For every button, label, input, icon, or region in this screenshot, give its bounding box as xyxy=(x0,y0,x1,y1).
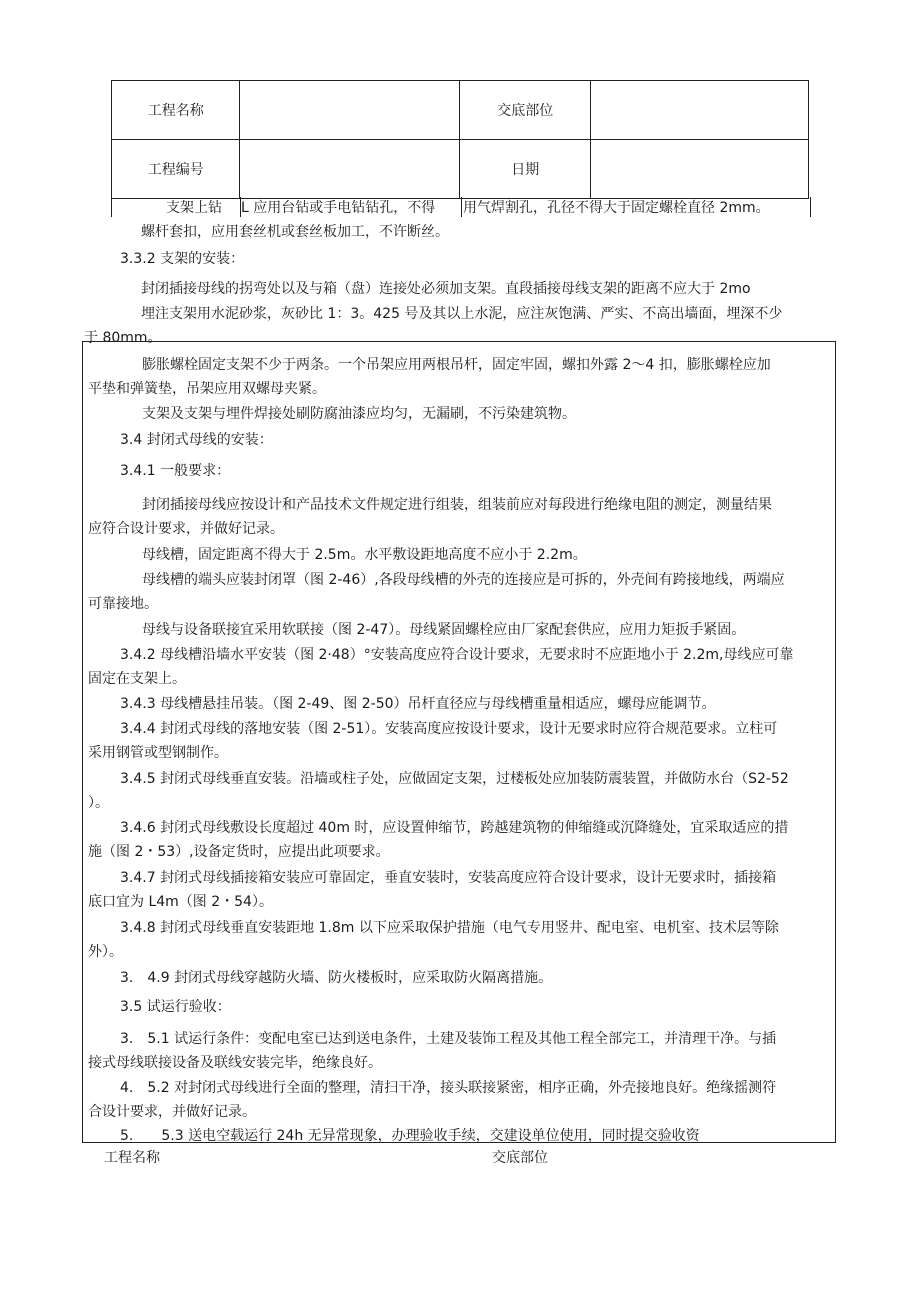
body-paragraph: 3.4.8 封闭式母线垂直安装距地 1.8m 以下应采取保护措施（电气专用竖井、配电室、电机室、技术层等除 xyxy=(120,920,779,936)
date-value xyxy=(590,140,808,199)
body-paragraph: 合设计要求，并做好记录。 xyxy=(88,1104,256,1120)
footer-handover-part-label: 交底部位 xyxy=(492,1150,548,1166)
project-number-value xyxy=(240,140,460,199)
body-paragraph: 母线与设备联接宜采用软联接（图 2-47）。母线紧固螺栓应由厂家配套供应，应用力矩扳手紧固。 xyxy=(142,622,746,638)
body-paragraph: 埋注支架用水泥砂浆，灰砂比 1：3。425 号及其以上水泥，应注灰饱满、严实、不高出墙面，埋深不少 xyxy=(141,306,783,322)
body-paragraph: 施（图 2・53）,设备定货时，应提出此项要求。 xyxy=(88,844,390,860)
body-paragraph: 接式母线联接设备及联线安装完毕，绝缘良好。 xyxy=(88,1055,382,1071)
body-paragraph: 平垫和弹簧垫，吊架应用双螺母夹紧。 xyxy=(88,381,326,397)
body-paragraph: 3.4.4 封闭式母线的落地安装（图 2-51）。安装高度应按设计要求，设计无要求时应符合规范要求。立柱可 xyxy=(120,721,778,737)
body-paragraph: 3. 5.1 试运行条件：变配电室已达到送电条件，土建及装饰工程及其他工程全部完工，并清理干净。与插 xyxy=(120,1031,777,1047)
footer-project-name-label: 工程名称 xyxy=(104,1150,160,1166)
body-paragraph: 应符合设计要求，并做好记录。 xyxy=(88,521,284,537)
body-paragraph: 母线槽，固定距离不得大于 2.5m。水平敷设距地高度不应小于 2.2m。 xyxy=(142,547,587,563)
body-paragraph: 封闭插接母线应按设计和产品技术文件规定进行组装，组装前应对每段进行绝缘电阻的测定，测量结果 xyxy=(142,497,772,513)
body-paragraph: 采用钢管或型钢制作。 xyxy=(88,745,228,761)
project-number-label: 工程编号 xyxy=(112,140,240,199)
body-paragraph: 5. 5.3 送电空载运行 24h 无异常现象，办理验收手续，交建设单位使用，同时提交验收资 xyxy=(120,1128,700,1144)
body-paragraph: 3.4.7 封闭式母线插接箱安装应可靠固定，垂直安装时，安装高度应符合设计要求，设计无要求时，插接箱 xyxy=(120,870,777,886)
section-heading: 3.4.1 一般要求： xyxy=(120,463,231,479)
date-label: 日期 xyxy=(460,140,590,199)
body-paragraph: 支架及支架与埋件焊接处刷防腐油漆应均匀，无漏刷，不污染建筑物。 xyxy=(142,406,576,422)
body-paragraph: 3. 4.9 封闭式母线穿越防火墙、防火楼板时，应采取防火隔离措施。 xyxy=(120,970,553,986)
body-paragraph: 封闭插接母线的拐弯处以及与箱（盘）连接处必须加支架。直段插接母线支架的距离不应大于 2mo xyxy=(141,281,751,297)
body-paragraph: 固定在支架上。 xyxy=(88,671,186,687)
body-paragraph: ）。 xyxy=(88,795,109,811)
body-paragraph: 于 80mm。 xyxy=(84,330,162,346)
body-paragraph: 膨胀螺栓固定支架不少于两条。一个吊架应用两根吊杆，固定牢固，螺扣外露 2～4 扣，膨胀螺栓应加 xyxy=(142,357,771,373)
body-paragraph: 母线槽的端头应装封闭罩（图 2-46）,各段母线槽的外壳的连接应是可拆的，外壳间有跨接地线，两端应 xyxy=(142,572,785,588)
cut-row-cell-1: 支架上钻 xyxy=(166,200,222,216)
section-heading: 3.4 封闭式母线的安装： xyxy=(120,432,273,448)
table-row xyxy=(112,140,809,199)
body-paragraph: 3.4.3 母线槽悬挂吊装。（图 2-49、图 2-50）吊杆直径应与母线槽重量相适应，螺母应能调节。 xyxy=(120,696,716,712)
table-row xyxy=(112,81,809,140)
cut-row-cell-3: 用气焊割孔，孔径不得大于固定螺栓直径 2mm。 xyxy=(463,200,770,216)
project-name-label: 工程名称 xyxy=(112,81,240,140)
cut-row-cell-2: L 应用台钻或手电钻钻孔，不得 xyxy=(241,200,436,216)
body-paragraph: 外）。 xyxy=(88,944,123,960)
handover-part-label: 交底部位 xyxy=(460,81,590,140)
body-paragraph: 3.4.5 封闭式母线垂直安装。沿墙或柱子处，应做固定支架，过楼板处应加装防震装置，并做防水台（S2-52 xyxy=(120,771,789,787)
header-table xyxy=(111,80,809,199)
project-name-value xyxy=(240,81,460,140)
body-paragraph: 4. 5.2 对封闭式母线进行全面的整理，清扫干净，接头联接紧密，相序正确，外壳接地良好。绝缘摇测符 xyxy=(120,1080,777,1096)
handover-part-value xyxy=(590,81,808,140)
cell-divider xyxy=(461,197,462,217)
section-heading: 3.3.2 支架的安装： xyxy=(120,251,245,267)
section-heading: 3.5 试运行验收： xyxy=(120,999,231,1015)
body-paragraph: 螺杆套扣，应用套丝机或套丝板加工，不许断丝。 xyxy=(141,224,449,240)
body-paragraph: 可靠接地。 xyxy=(88,596,158,612)
body-paragraph: 3.4.6 封闭式母线敷设长度超过 40m 时，应设置伸缩节，跨越建筑物的伸缩缝或沉降缝处，宜采取适应的措 xyxy=(120,820,789,836)
body-paragraph: 3.4.2 母线槽沿墙水平安装（图 2·48）°安装高度应符合设计要求，无要求时不应距地小于 2.2m,母线应可靠 xyxy=(120,647,794,663)
body-paragraph: 底口宜为 L4m（图 2・54）。 xyxy=(88,894,273,910)
